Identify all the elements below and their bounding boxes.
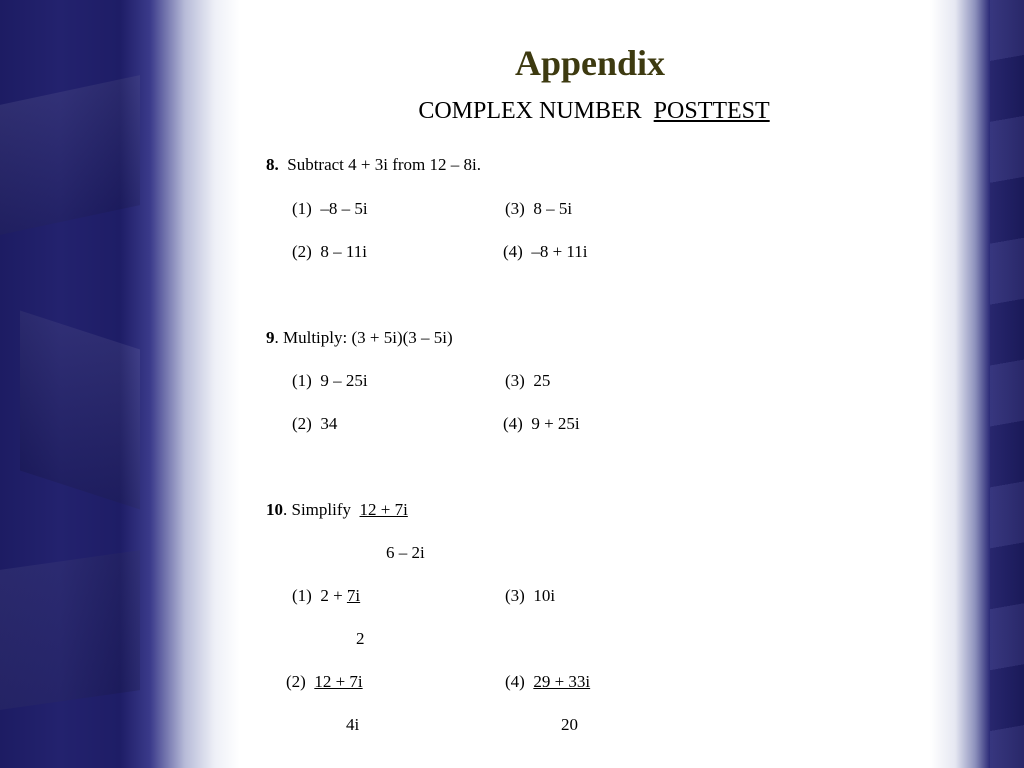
- question-number: 9: [266, 328, 275, 347]
- choice-label: (2): [292, 242, 312, 261]
- background-facet: [20, 311, 140, 510]
- choice: [505, 199, 572, 219]
- choice: [292, 414, 337, 434]
- choice-label: (4): [503, 242, 523, 261]
- fraction-denominator: 4i: [346, 715, 360, 734]
- question-text: Subtract 4 + 3i from 12 – 8i.: [287, 155, 481, 174]
- question-8-prompt: [266, 155, 481, 175]
- background-facet: [0, 550, 140, 710]
- choice-text: 8 – 5i: [533, 199, 573, 218]
- fraction-denominator: 6 – 2i: [386, 543, 425, 562]
- subtitle-part-1: COMPLEX NUMBER: [418, 98, 642, 124]
- choice-text: 34: [320, 414, 338, 433]
- choice: [286, 672, 363, 692]
- choice-label: (2): [286, 672, 306, 691]
- subtitle-part-2: POSTTEST: [653, 98, 770, 124]
- choice-label: (2): [292, 414, 312, 433]
- choice: [505, 672, 590, 692]
- choice-text: 25: [533, 371, 551, 390]
- question-10-prompt: [266, 500, 408, 520]
- choice-text: –8 – 5i: [320, 199, 368, 218]
- choice: [292, 371, 368, 391]
- choice-text: 2 +: [320, 586, 347, 605]
- choice: [503, 414, 580, 434]
- choice-label: (4): [503, 414, 523, 433]
- choice-text: 9 – 25i: [320, 371, 368, 390]
- fraction-numerator: 12 + 7i: [314, 672, 363, 691]
- choice-label: (3): [505, 199, 525, 218]
- choice-label: (3): [505, 371, 525, 390]
- page-subtitle: [0, 98, 1024, 125]
- fraction-denominator: 2: [356, 629, 365, 648]
- choice-text: 9 + 25i: [531, 414, 580, 433]
- choice-text: 8 – 11i: [320, 242, 367, 261]
- choice: [292, 199, 368, 219]
- page-title: Appendix: [514, 43, 666, 83]
- question-text: . Simplify: [283, 500, 352, 519]
- choice-text: –8 + 11i: [531, 242, 588, 261]
- question-number: 8.: [266, 155, 279, 174]
- question-text: . Multiply: (3 + 5i)(3 – 5i): [274, 328, 453, 347]
- question-9-prompt: [266, 328, 453, 348]
- choice: [292, 586, 360, 606]
- choice: [503, 242, 588, 262]
- question-number: 10: [266, 500, 283, 519]
- choice-label: (1): [292, 586, 312, 605]
- choice: [505, 371, 550, 391]
- fraction-numerator: 12 + 7i: [359, 500, 408, 519]
- choice-label: (1): [292, 371, 312, 390]
- fraction-denominator: 20: [561, 715, 578, 734]
- choice-text: 10i: [533, 586, 556, 605]
- choice: [292, 242, 367, 262]
- choice-label: (4): [505, 672, 525, 691]
- choice: [505, 586, 555, 606]
- fraction-numerator: 7i: [346, 586, 361, 605]
- choice-label: (3): [505, 586, 525, 605]
- choice-label: (1): [292, 199, 312, 218]
- fraction-numerator: 29 + 33i: [533, 672, 591, 691]
